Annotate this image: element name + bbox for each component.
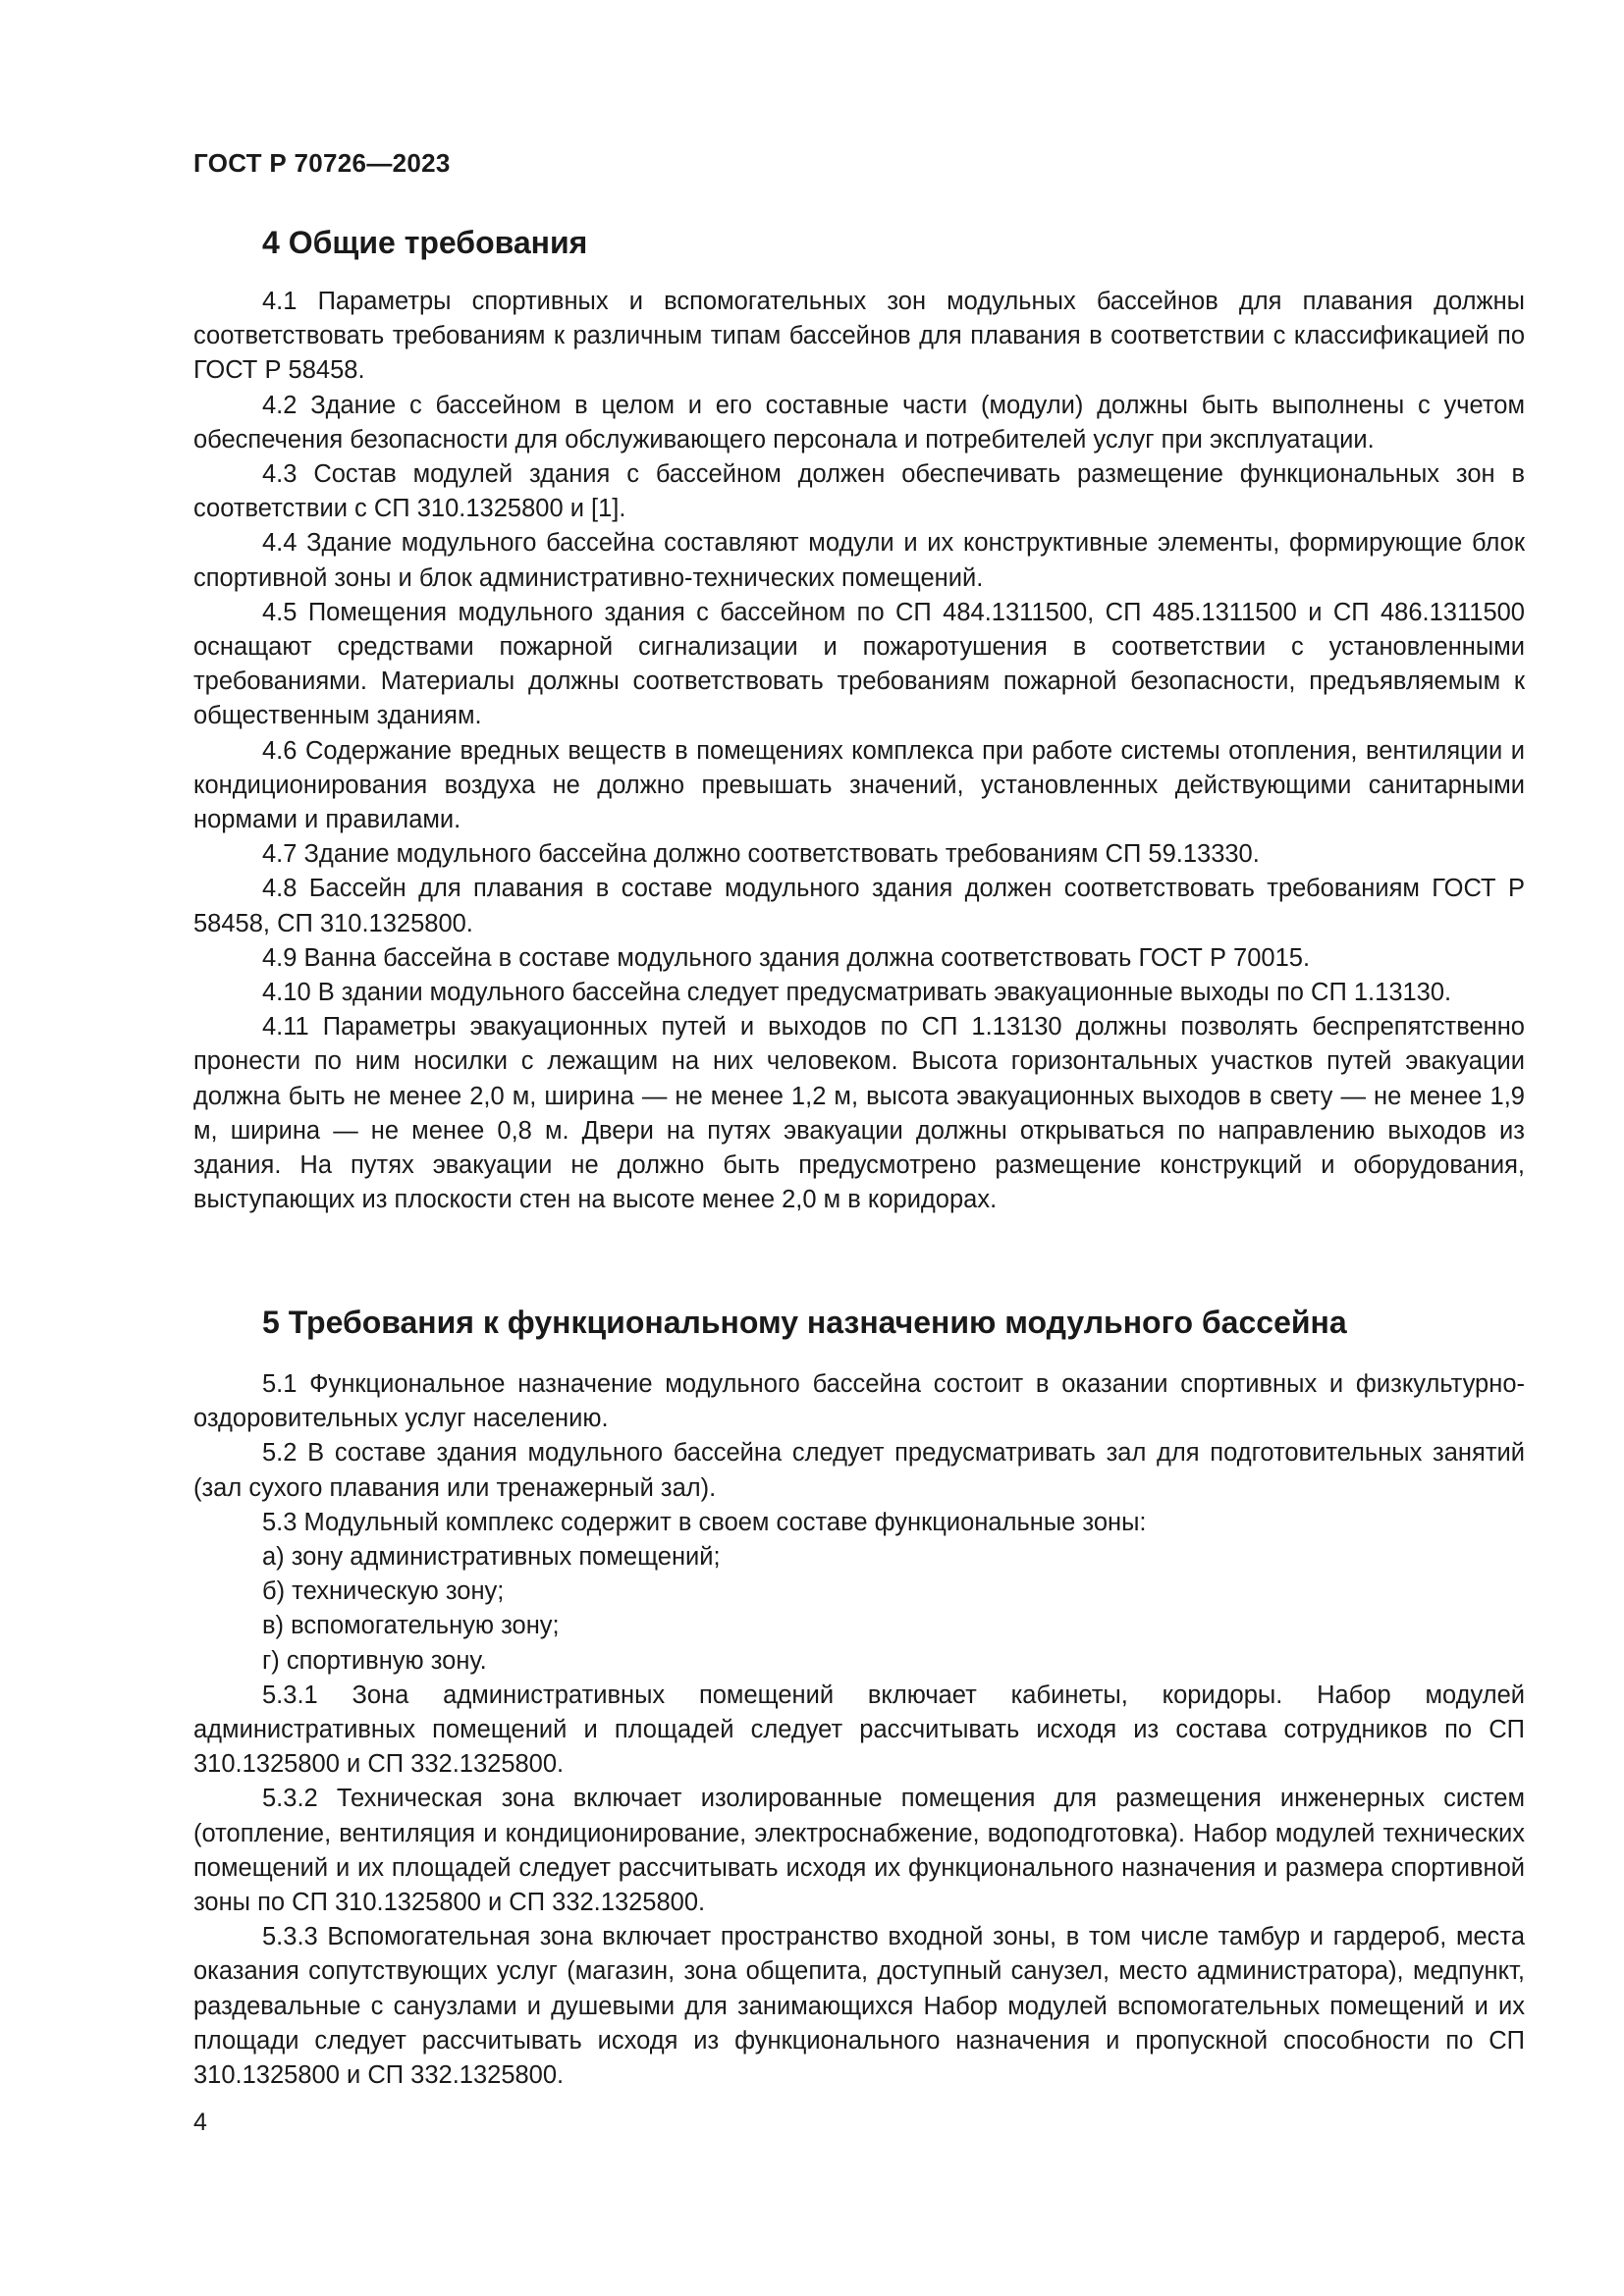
- list-item-v: в) вспомогательную зону;: [262, 1612, 560, 1640]
- paragraph-5-3-2: 5.3.2 Техническая зона включает изолированные помещения для размещения инженерных систем (отопление, вентиляция и кондиционирование, электроснабжение, водоподготовка). Набор модулей технических помещений и их площадей следует рассчитывать исходя их функционального назначения и размера спортивной зоны по СП 310.1325800 и СП 332.1325800.: [193, 1785, 1525, 1917]
- section-5-title: 5 Требования к функциональному назначению модульного бассейна: [262, 1305, 1347, 1340]
- page-number: 4: [193, 2109, 207, 2136]
- paragraph-4-11: 4.11 Параметры эвакуационных путей и выходов по СП 1.13130 должны позволять беспрепятственно пронести по ним носилки с лежащим на них человеком. Высота горизонтальных участков путей эвакуации должна быть не менее 2,0 м, ширина — не менее 1,2 м, высота эвакуационных выходов в свету — не менее 1,9 м, ширина — не менее 0,8 м. Двери на путях эвакуации должны открываться по направлению выходов из здания. На путях эвакуации не должно быть предусмотрено размещение конструкций и оборудования, выступающих из плоскости стен на высоте менее 2,0 м в коридорах.: [193, 1013, 1525, 1214]
- section-4-body: [193, 285, 1525, 1217]
- paragraph-5-1: 5.1 Функциональное назначение модульного бассейна состоит в оказании спортивных и физкультурно-оздоровительных услуг населению.: [193, 1370, 1525, 1433]
- paragraph-5-2: 5.2 В составе здания модульного бассейна следует предусматривать зал для подготовительных занятий (зал сухого плавания или тренажерный зал).: [193, 1439, 1525, 1502]
- paragraph-4-8: 4.8 Бассейн для плавания в составе модульного здания должен соответствовать требованиям ГОСТ Р 58458, СП 310.1325800.: [193, 875, 1525, 937]
- list-item-b: б) техническую зону;: [262, 1577, 505, 1606]
- paragraph-4-6: 4.6 Содержание вредных веществ в помещениях комплекса при работе системы отопления, вентиляции и кондиционирования воздуха не должно превышать значений, установленных действующими санитарными нормами и правилами.: [193, 736, 1525, 834]
- paragraph-4-1: 4.1 Параметры спортивных и вспомогательных зон модульных бассейнов для плавания должны соответствовать требованиям к различным типам бассейнов для плавания в соответствии с классификацией по ГОСТ Р 58458.: [193, 288, 1525, 385]
- paragraph-5-3: 5.3 Модульный комплекс содержит в своем составе функциональные зоны:: [262, 1508, 1147, 1536]
- paragraph-5-3-1: 5.3.1 Зона административных помещений включает кабинеты, коридоры. Набор модулей административных помещений и площадей следует рассчитывать исходя из состава сотрудников по СП 310.1325800 и СП 332.1325800.: [193, 1681, 1525, 1779]
- paragraph-4-4: 4.4 Здание модульного бассейна составляют модули и их конструктивные элементы, формирующие блок спортивной зоны и блок административно-технических помещений.: [193, 529, 1525, 592]
- paragraph-5-3-3: 5.3.3 Вспомогательная зона включает пространство входной зоны, в том числе тамбур и гардероб, места оказания сопутствующих услуг (магазин, зона общепита, доступный санузел, место администратора), медпункт, раздевальные с санузлами и душевыми для занимающихся Набор модулей вспомогательных помещений и их площади следует рассчитывать исходя из функционального назначения и пропускной способности по СП 310.1325800 и СП 332.1325800.: [193, 1923, 1525, 2090]
- document-header: ГОСТ Р 70726—2023: [193, 148, 451, 178]
- list-item-g: г) спортивную зону.: [262, 1646, 487, 1675]
- list-item-a: а) зону административных помещений;: [262, 1543, 721, 1572]
- paragraph-4-2: 4.2 Здание с бассейном в целом и его составные части (модули) должны быть выполнены с учетом обеспечения безопасности для обслуживающего персонала и потребителей услуг при эксплуатации.: [193, 391, 1525, 454]
- paragraph-4-9: 4.9 Ванна бассейна в составе модульного здания должна соответствовать ГОСТ Р 70015.: [262, 943, 1311, 972]
- paragraph-4-7: 4.7 Здание модульного бассейна должно соответствовать требованиям СП 59.13330.: [262, 840, 1260, 869]
- section-4-title: 4 Общие требования: [262, 225, 588, 260]
- paragraph-4-5: 4.5 Помещения модульного здания с бассейном по СП 484.1311500, СП 485.1311500 и СП 486.1311500 оснащают средствами пожарной сигнализации и пожаротушения в соответствии с установленными требованиями. Материалы должны соответствовать требованиям пожарной безопасности, предъявляемым к общественным зданиям.: [193, 598, 1525, 730]
- paragraph-4-10: 4.10 В здании модульного бассейна следует предусматривать эвакуационные выходы по СП 1.13130.: [262, 979, 1452, 1007]
- paragraph-4-3: 4.3 Состав модулей здания с бассейном должен обеспечивать размещение функциональных зон в соответствии с СП 310.1325800 и [1].: [193, 460, 1525, 523]
- section-5-body: [193, 1367, 1525, 2093]
